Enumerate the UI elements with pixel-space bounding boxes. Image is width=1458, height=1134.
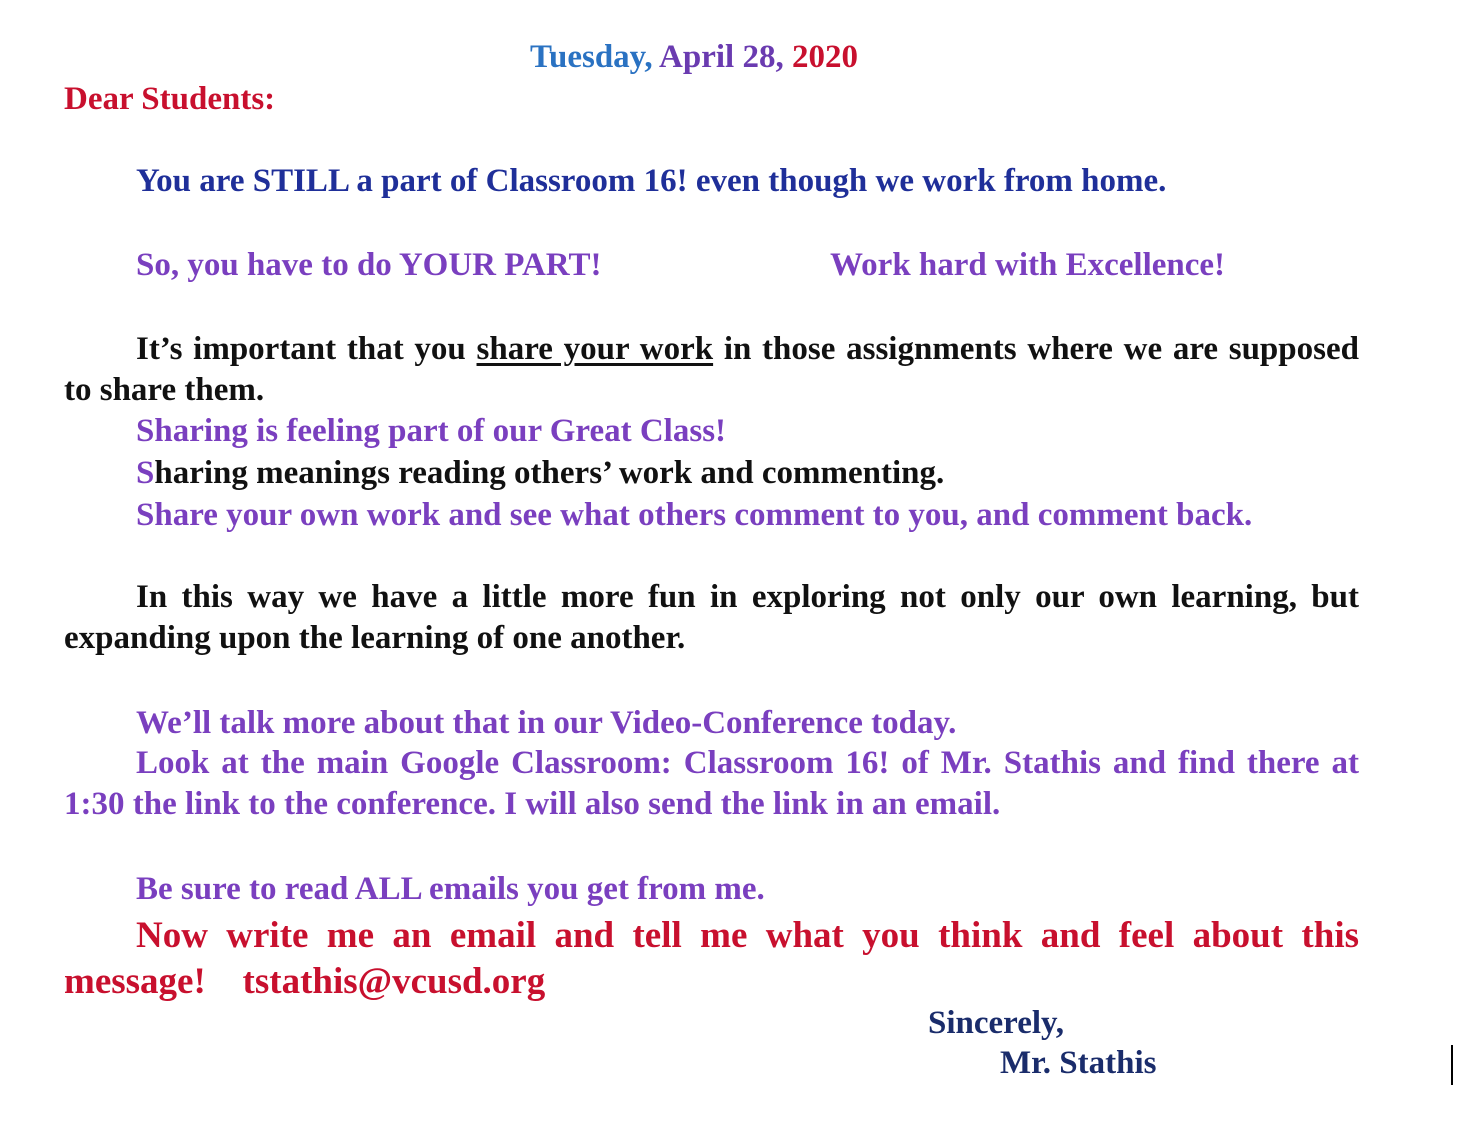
sharing-line-2: [136, 453, 944, 493]
paragraph-learning: In this way we have a little more fun in exploring not only our own learning, but expanding upon the learning of one another.: [64, 579, 1359, 656]
share-work-text-after: in those assignments where we are supposed to share them.: [64, 331, 1359, 408]
greeting: Dear Students:: [64, 81, 276, 117]
write-email-text: Now write me an email and tell me what you think and feel about this message!: [64, 915, 1359, 1002]
video-conference-line: We’ll talk more about that in our Video-Conference today.: [136, 705, 957, 741]
paragraph-share-work: [64, 329, 1359, 411]
paragraph-excellence: Work hard with Excellence!: [830, 247, 1226, 283]
share-work-underlined: share your work: [476, 331, 714, 367]
sharing-line-3: Share your own work and see what others comment to you, and comment back.: [136, 497, 1253, 533]
text-cursor: [1451, 1045, 1453, 1085]
sharing-line-2-initial: S: [136, 455, 155, 491]
date-year: 2020: [791, 39, 858, 75]
signature: Mr. Stathis: [1000, 1045, 1157, 1081]
google-classroom-paragraph: Look at the main Google Classroom: Classroom 16! of Mr. Stathis and find there at 1:30 the link to the conference. I will also send the link in an email.: [64, 745, 1359, 822]
date-month-day: April 28,: [659, 39, 784, 75]
letter-date: [530, 37, 858, 77]
closing: Sincerely,: [928, 1005, 1064, 1041]
read-emails-line: Be sure to read ALL emails you get from me.: [136, 871, 765, 907]
contact-email: tstathis@vcusd.org: [242, 961, 546, 1002]
sharing-line-1: Sharing is feeling part of our Great Class!: [136, 413, 727, 449]
paragraph-your-part: So, you have to do YOUR PART!: [136, 247, 602, 283]
sharing-line-2-rest: haring meanings reading others’ work and commenting.: [154, 455, 945, 491]
share-work-text-before: It’s important that you: [136, 331, 477, 367]
write-email-paragraph: [64, 913, 1359, 1005]
date-weekday: Tuesday,: [530, 39, 653, 75]
paragraph-classroom: You are STILL a part of Classroom 16! even though we work from home.: [136, 163, 1167, 199]
